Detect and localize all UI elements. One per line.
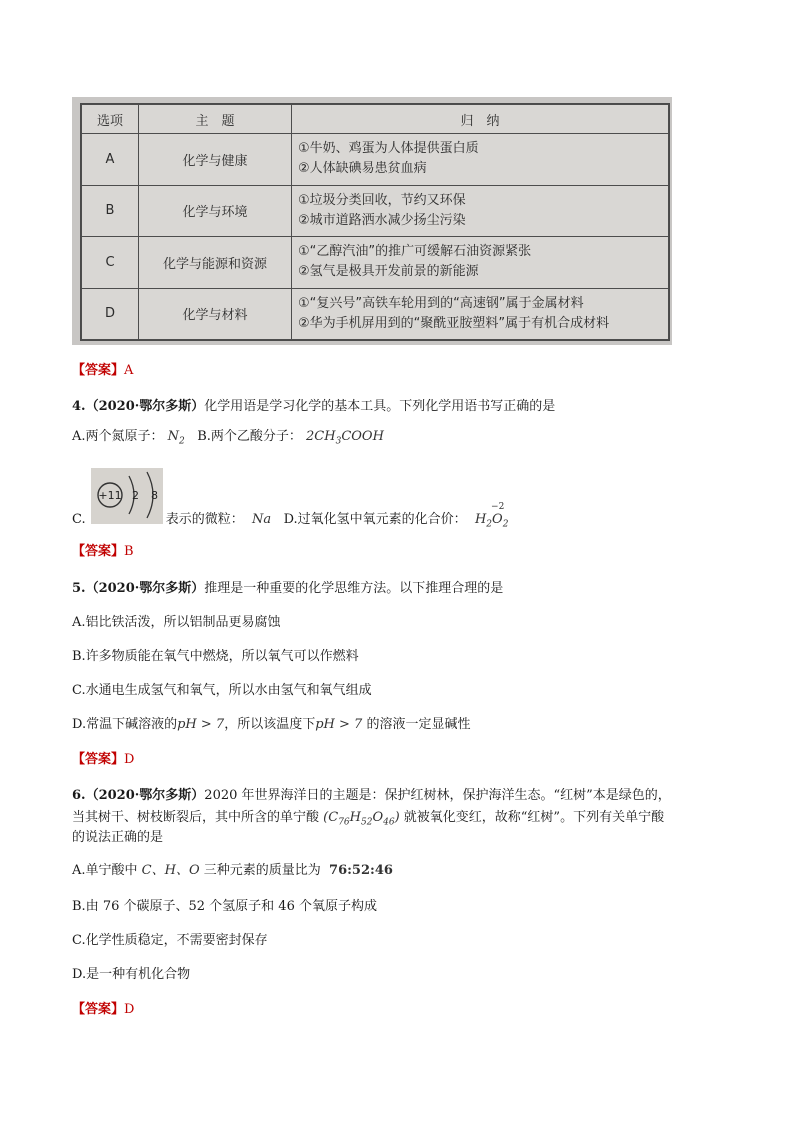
formula-symbol: H bbox=[349, 810, 361, 825]
table-sheet bbox=[80, 103, 670, 341]
question-number: 5. bbox=[72, 581, 86, 596]
question-source: （2020·鄂尔多斯） bbox=[85, 399, 205, 414]
answer-label: 【答案】 bbox=[72, 544, 125, 559]
header-summary: 归 纳 bbox=[292, 105, 669, 134]
summary-line: ②氢气是极具开发前景的新能源 bbox=[298, 264, 479, 280]
question-text: 推理是一种重要的化学思维方法。以下推理合理的是 bbox=[204, 581, 504, 596]
option-a-text: A.两个氮原子： bbox=[72, 429, 164, 444]
summary-line: ②华为手机屏用到的“聚酰亚胺塑料”属于有机合成材料 bbox=[298, 315, 610, 331]
option-b-text: B.两个乙酸分子： bbox=[197, 429, 302, 444]
question-text: 就被氧化变红，故称“红树”。下列有关单宁酸 bbox=[403, 810, 665, 825]
ph-expression: pH > 7 bbox=[177, 717, 225, 732]
formula-subscript: 3 bbox=[335, 436, 342, 447]
table-row bbox=[82, 134, 669, 186]
q5-option-a: A.铝比铁活泼，所以铝制品更易腐蚀 bbox=[72, 615, 281, 630]
formula-na: Na bbox=[252, 512, 272, 527]
row-topic: 化学与能源和资源 bbox=[139, 237, 292, 289]
mass-ratio: 76:52:46 bbox=[329, 863, 393, 878]
answer-value: D bbox=[124, 752, 135, 767]
formula-symbol: O bbox=[492, 512, 503, 527]
option-text: ，所以该温度下 bbox=[224, 717, 316, 732]
summary-line: ①“乙醇汽油”的推广可缓解石油资源紧张 bbox=[298, 244, 532, 260]
q3-answer bbox=[72, 362, 133, 380]
q6-option-c: C.化学性质稳定，不需要密封保存 bbox=[72, 933, 268, 948]
answer-label: 【答案】 bbox=[72, 752, 125, 767]
q6-answer bbox=[72, 1001, 134, 1019]
table-row bbox=[82, 185, 669, 237]
q5-stem bbox=[72, 580, 503, 598]
element-list: C、H、O bbox=[141, 863, 200, 878]
answer-label: 【答案】 bbox=[72, 363, 125, 378]
q4-stem bbox=[72, 398, 555, 416]
summary-line: ②城市道路洒水减少扬尘污染 bbox=[298, 212, 466, 228]
summary-line: ②人体缺碘易患贫血病 bbox=[298, 161, 427, 177]
q6-stem-line3: 的说法正确的是 bbox=[72, 830, 164, 845]
formula-symbol: C bbox=[328, 810, 339, 825]
shell-2-electrons: 8 bbox=[151, 489, 158, 502]
row-summary bbox=[292, 185, 669, 237]
question-text: 当其树干、树枝断裂后，其中所含的单宁酸 bbox=[72, 810, 320, 825]
summary-line: ①“复兴号”高铁车轮用到的“高速钢”属于金属材料 bbox=[298, 295, 584, 311]
formula-n2 bbox=[167, 429, 185, 447]
question-text: 2020 年世界海洋日的主题是：保护红树林，保护海洋生态。“红树”本是绿色的， bbox=[204, 788, 671, 803]
question-number: 6. bbox=[72, 788, 86, 803]
table-photo bbox=[72, 97, 672, 345]
option-d-text: D.过氧化氢中氧元素的化合价： bbox=[283, 512, 467, 527]
row-topic: 化学与环境 bbox=[139, 185, 292, 237]
formula-symbol: O bbox=[372, 810, 384, 825]
option-text: A.单宁酸中 bbox=[72, 863, 138, 878]
row-option: A bbox=[82, 134, 139, 186]
formula-part: 2CH bbox=[306, 429, 336, 444]
q6-option-d: D.是一种有机化合物 bbox=[72, 967, 191, 982]
formula-subscript: 46 bbox=[383, 817, 395, 828]
valence-mark: −2 bbox=[491, 502, 505, 512]
q5-option-b: B.许多物质能在氧气中燃烧，所以氧气可以作燃料 bbox=[72, 649, 359, 664]
answer-value: D bbox=[124, 1002, 135, 1017]
option-c-label: C. bbox=[72, 512, 86, 527]
question-number: 4. bbox=[72, 399, 86, 414]
row-topic: 化学与健康 bbox=[139, 134, 292, 186]
formula-acetic-acid bbox=[306, 429, 384, 447]
formula-part: COOH bbox=[341, 429, 384, 444]
table-row bbox=[82, 237, 669, 289]
row-summary bbox=[292, 134, 669, 186]
q5-answer bbox=[72, 751, 134, 769]
formula-subscript: 52 bbox=[360, 817, 373, 828]
question-source: （2020·鄂尔多斯） bbox=[85, 788, 205, 803]
option-c-text: 表示的微粒： bbox=[165, 512, 244, 527]
option-text: 三种元素的质量比为 bbox=[203, 863, 321, 878]
q6-option-b: B.由 76 个碳原子、52 个氢原子和 46 个氧原子构成 bbox=[72, 899, 377, 914]
q6-stem-line1 bbox=[72, 787, 671, 805]
q6-option-a bbox=[72, 862, 393, 880]
question-text: 化学用语是学习化学的基本工具。下列化学用语书写正确的是 bbox=[204, 399, 556, 414]
row-summary bbox=[292, 288, 669, 340]
formula-subscript: 2 bbox=[502, 519, 509, 530]
row-topic: 化学与材料 bbox=[139, 288, 292, 340]
q5-option-c: C.水通电生成氢气和氧气，所以水由氢气和氧气组成 bbox=[72, 683, 372, 698]
answer-value: A bbox=[124, 363, 134, 378]
option-text: 的溶液一定显碱性 bbox=[366, 717, 471, 732]
q4-answer bbox=[72, 543, 134, 561]
row-summary bbox=[292, 237, 669, 289]
q4-options-ab bbox=[72, 428, 384, 451]
formula-subscript: 76 bbox=[338, 817, 350, 828]
summary-line: ①垃圾分类回收，节约又环保 bbox=[298, 192, 466, 208]
formula-symbol: H bbox=[474, 512, 487, 527]
row-option: B bbox=[82, 185, 139, 237]
nucleus-charge: +11 bbox=[98, 489, 122, 502]
question-source: （2020·鄂尔多斯） bbox=[85, 581, 205, 596]
q4-options-cd bbox=[72, 502, 509, 534]
header-option: 选项 bbox=[82, 105, 139, 134]
table-header-row bbox=[82, 105, 669, 134]
summary-table bbox=[81, 104, 669, 340]
shell-1-electrons: 2 bbox=[132, 489, 139, 502]
row-option: D bbox=[82, 288, 139, 340]
header-topic: 主 题 bbox=[139, 105, 292, 134]
formula-subscript: 2 bbox=[179, 436, 185, 447]
table-row bbox=[82, 288, 669, 340]
row-option: C bbox=[82, 237, 139, 289]
answer-label: 【答案】 bbox=[72, 1002, 125, 1017]
summary-line: ①牛奶、鸡蛋为人体提供蛋白质 bbox=[298, 141, 479, 157]
q5-option-d bbox=[72, 716, 470, 734]
answer-value: B bbox=[124, 544, 134, 559]
ph-expression: pH > 7 bbox=[315, 717, 363, 732]
option-text: D.常温下碱溶液的 bbox=[72, 717, 178, 732]
formula-tannic-acid: $(C_{76}H_{52}O_{46})$ bbox=[323, 810, 400, 828]
formula-h2o2 bbox=[474, 502, 509, 530]
formula-symbol: N bbox=[167, 429, 180, 444]
formula-subscript: 2 bbox=[486, 519, 493, 530]
